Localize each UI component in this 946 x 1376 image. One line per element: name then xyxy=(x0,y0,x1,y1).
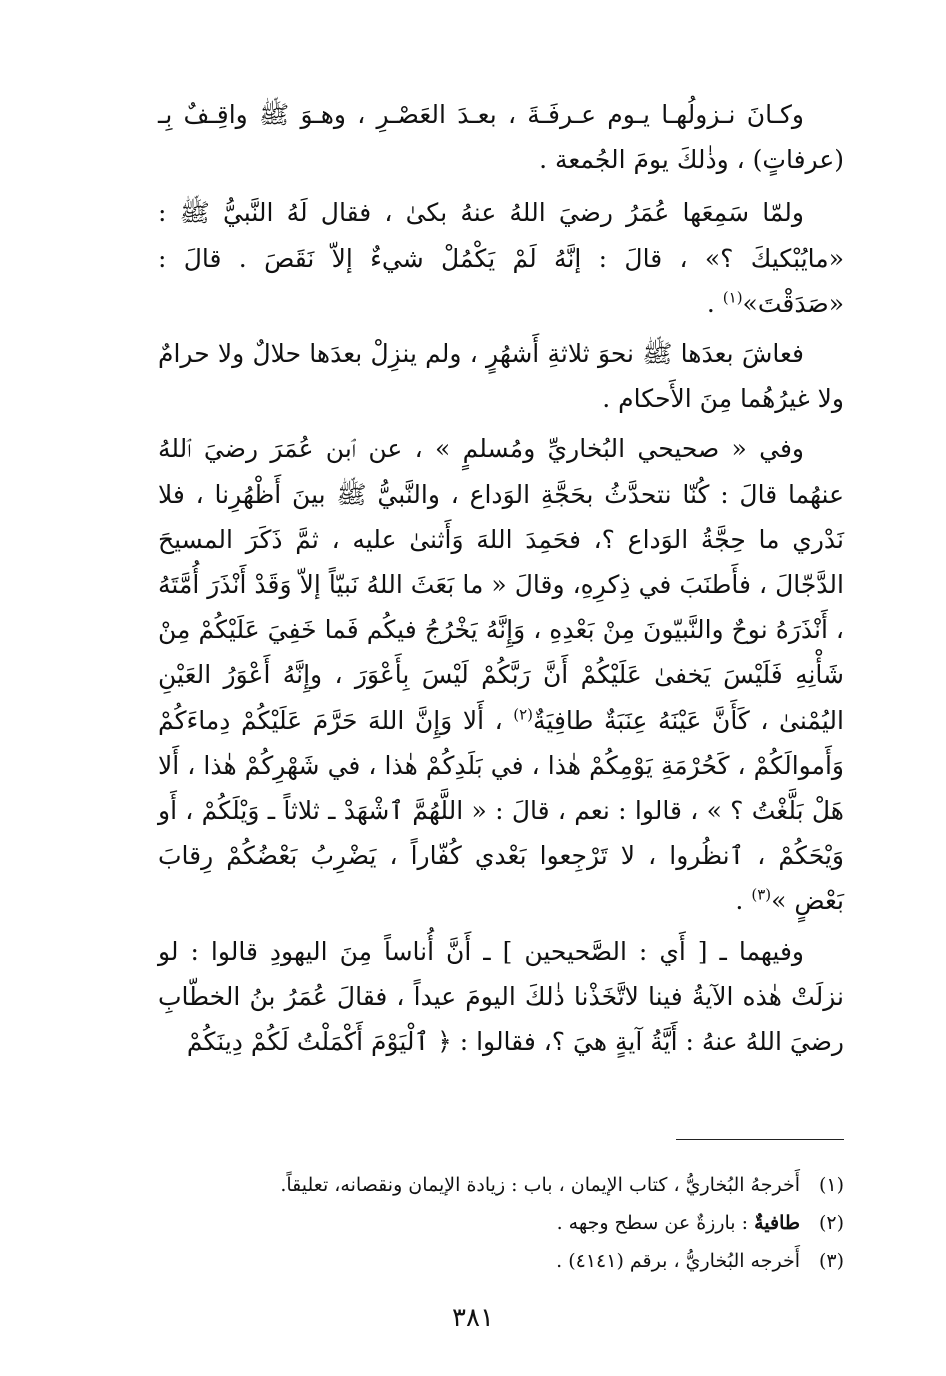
footnote-3-number: (٣) xyxy=(818,1250,844,1272)
page-number: ٣٨١ xyxy=(452,1303,494,1333)
paragraph-3 xyxy=(158,331,844,421)
footnote-2-term: طافيةٌ xyxy=(754,1212,800,1234)
paragraph-5-text: وفيهما ـ [ أَي : الصَّحيحين ] ـ أَنَّ أُناساً مِنَ اليهودِ قالوا : لو نزلَتْ هٰذه الآيةُ فينا لاتَّخَذْنا ذٰلكَ اليومَ عيداً ، فقالَ عُمَرُ بنُ الخطّابِ رضيَ اللهُ عنهُ : أَيَّةُ آيةٍ هيَ ؟، فقالوا : ﴿ ٱلْيَوْمَ أَكْمَلْتُ لَكُمْ دِينَكُمْ xyxy=(158,936,844,1057)
footnote-ref-2[interactable]: (٢) xyxy=(513,705,534,724)
paragraph-4-middle: ، أَلا وَإِنَّ اللهَ حَرَّمَ عَلَيْكُمْ دِماءَكُمْ وَأَموالَكُمْ ، كَحُرْمَةِ يَوْمِكُمْ هٰذا ، في بَلَدِكُمْ هٰذا ، في شَهْرِكُمْ هٰذا ، أَلا هَلْ بَلَّغْتُ ؟ » ، قالوا : نعم ، قالَ : « اللَّهُمَّ ٱشْهَدْ ـ ثلاثاً ـ وَيْلَكُمْ ، أَو وَيْحَكُمْ ، ٱنظُروا ، لا تَرْجِعوا بَعْدي كُفّاراً ، يَضْرِبُ بَعْضُكُمْ رِقابَ بَعْضٍ » xyxy=(158,705,844,916)
footnote-2-number: (٢) xyxy=(818,1212,844,1234)
paragraph-1 xyxy=(158,92,844,182)
paragraph-5 xyxy=(158,929,844,1065)
footnote-2 xyxy=(158,1204,844,1242)
footnote-1-number: (١) xyxy=(818,1174,844,1196)
footnote-1 xyxy=(158,1166,844,1204)
paragraph-4 xyxy=(158,426,844,923)
paragraph-1-text: وكـانَ نـزولُهـا يـوم عـرفَـةَ ، بعـدَ العَصْـرِ ، وهـوَ ﷺ واقِـفٌ بِـ (عرفاتٍ) ، وذٰلكَ يومَ الجُمعة . xyxy=(158,100,844,175)
footnote-2-text: : بارزةٌ عن سطح وجهه . xyxy=(556,1212,755,1234)
footnote-3-text: أَخرجه البُخاريُّ ، برقم (٤١٤١) . xyxy=(556,1250,800,1272)
paragraph-2 xyxy=(158,190,844,326)
paragraph-2-tail: . xyxy=(706,288,723,318)
paragraph-3-text: فعاشَ بعدَها ﷺ نحوَ ثلاثةِ أَشهُرٍ ، ولم ينزِلْ بعدَها حلالٌ ولا حرامٌ ولا غيرُهُما مِنَ الأَحكام . xyxy=(158,339,844,414)
footnote-3 xyxy=(158,1242,844,1280)
main-text xyxy=(158,92,844,1069)
paragraph-2-text: ولمّا سَمِعَها عُمَرُ رضيَ اللهُ عنهُ بكىٰ ، فقال لَهُ النَّبيُّ ﷺ : «مايُبْكيكَ ؟» ، قالَ : إنَّهُ لَمْ يَكْمُلْ شيءٌ إلاّ نَقَصَ . قالَ : «صَدَقْتَ» xyxy=(158,198,844,318)
footnote-ref-3[interactable]: (٣) xyxy=(751,886,772,905)
footnote-1-text: أَخرجهُ البُخاريُّ ، كتاب الإيمان ، باب : زيادة الإيمان ونقصانه، تعليقاً. xyxy=(280,1174,800,1196)
paragraph-4-tail: . xyxy=(735,886,752,916)
paragraph-4-text: وفي « صحيحي البُخاريِّ ومُسلمٍ » ، عن ٱبن عُمَرَ رضيَ ٱللهُ عنهُما قالَ : كُنّا نتحدَّثُ بحَجَّةِ الوَداع ، والنَّبيُّ ﷺ بينَ أَظْهُرِنا ، فلا نَدْري ما حِجَّةُ الوَداع ؟، فحَمِدَ اللهَ وَأَثنىٰ عليه ، ثمَّ ذَكَرَ المسيحَ الدَّجّالَ ، فأَطنَبَ في ذِكرِهِ، وقالَ « ما بَعَثَ اللهُ نَبيّاً إلاّ وَقَدْ أَنْذَرَ أُمَّتَهُ ، أَنْذَرَهُ نوحٌ والنَّبيّونَ مِنْ بَعْدِهِ ، وَإِنَّهُ يَخْرُجُ فيكُم فَما خَفِيَ عَلَيْكُمْ مِنْ شَأْنِهِ فَلَيْسَ يَخفىٰ عَلَيْكُمْ أَنَّ رَبَّكُمْ لَيْسَ بِأَعْوَرَ ، وإِنَّهُ أَعْوَرُ العَيْنِ اليُمْنىٰ ، كَأَنَّ عَيْنَهُ عِنَبَةٌ طافِيَةٌ xyxy=(158,434,844,735)
footnotes xyxy=(158,1166,844,1280)
footnote-separator xyxy=(676,1139,844,1140)
footnote-ref-1[interactable]: (١) xyxy=(722,288,743,307)
